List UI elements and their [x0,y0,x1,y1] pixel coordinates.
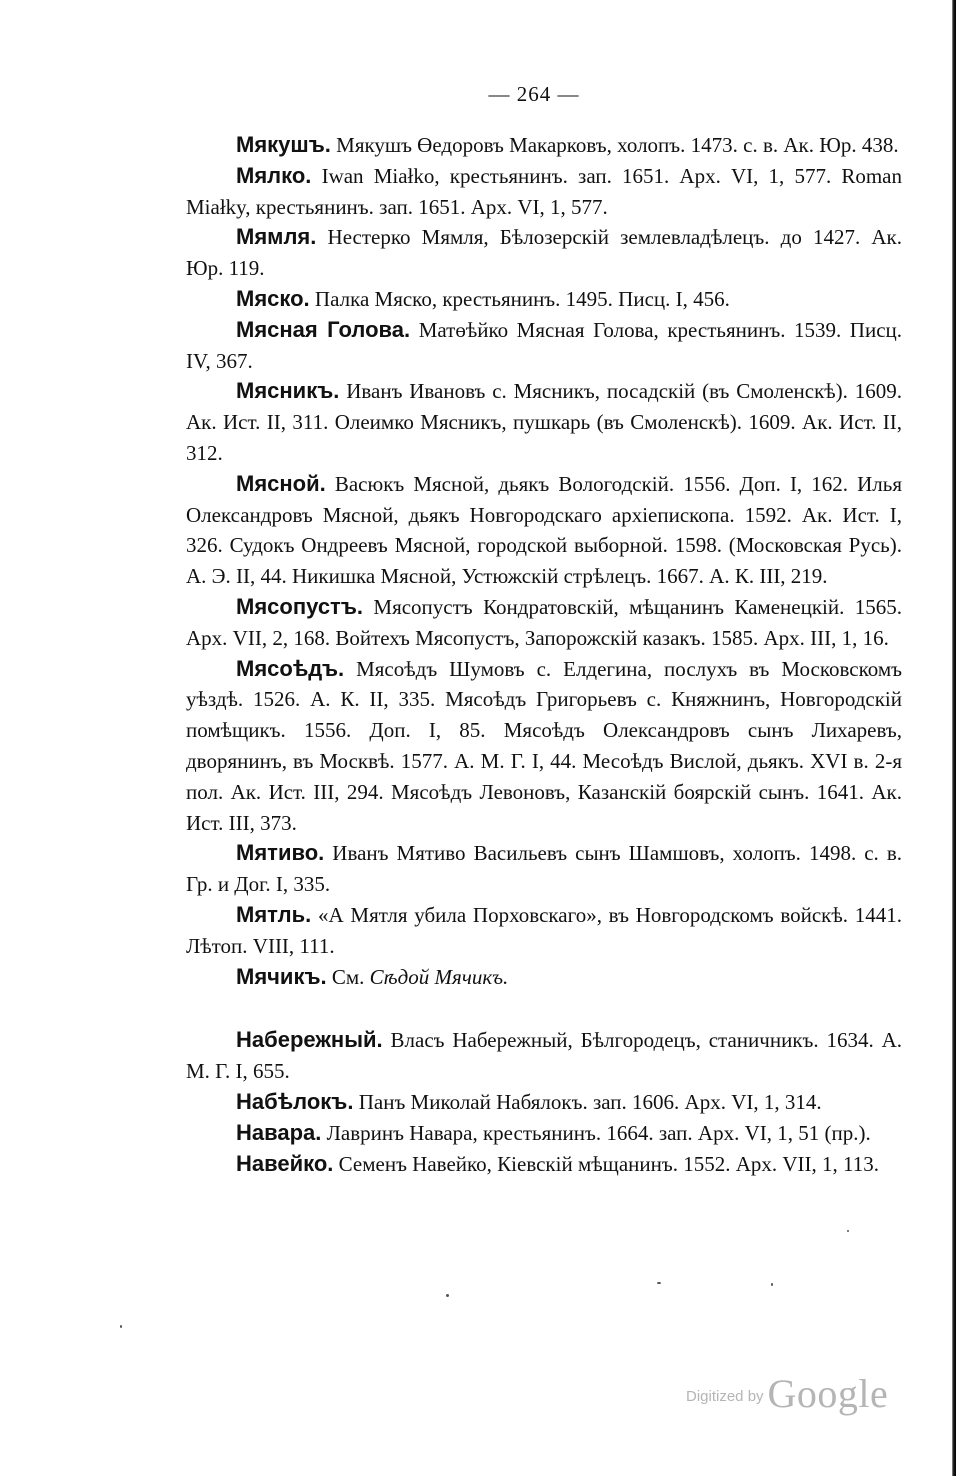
dictionary-entry [186,1025,902,1087]
entry-headword: Мялко. [236,162,312,188]
scan-speck [657,1282,661,1284]
scan-speck [847,1230,849,1232]
entry-headword: Мясникъ. [236,378,340,404]
dictionary-entry [186,1149,902,1180]
entry-headword: Мясная Голова. [236,316,411,342]
entry-text: Мякушъ Өедоровъ Макарковъ, холопъ. 1473. с. в. Ак. Юр. 438. [336,133,899,157]
dictionary-entry [186,130,902,161]
entry-headword: Мясопустъ. [236,593,363,619]
entry-headword: Мячикъ. [236,963,327,989]
dictionary-entry [186,469,902,592]
dictionary-entries [186,130,902,1179]
entry-text: Васюкъ Мясной, дьякъ Вологодскій. 1556. Доп. I, 162. Илья Олександровъ Мясной, дьякъ Новгородскаго архіепископа. 1592. Ак. Ист. I, 326. Судокъ Ондреевъ Мясной, городской выборной. 1598. (Московская Русь). А. Э. II, 44. Никишка Мясной, Устюжскій стрѣлецъ. 1667. А. К. III, 219. [186,471,902,589]
entry-text: Власъ Набережный, Бѣлгородецъ, станичникъ. 1634. А. М. Г. I, 655. [186,1028,902,1084]
entry-text: Панъ Миколай Набялокъ. зап. 1606. Арх. VI, 1, 314. [358,1089,822,1114]
entry-headword: Набережный. [236,1027,383,1053]
page-edge-rule [952,0,956,1476]
dictionary-entry [186,654,902,839]
dictionary-entry [186,376,902,468]
dictionary-entry [186,1118,902,1149]
entry-headword: Мясной. [236,470,326,496]
scan-speck [446,1294,449,1297]
entry-text: Палка Мяско, крестьянинъ. 1495. Писц. I, 456. [314,286,730,311]
entry-cross-reference: Сѣдой Мячикъ. [369,964,509,989]
entry-headword: Навейко. [236,1150,334,1176]
entry-text: Семенъ Навейко, Кіевскій мѣщанинъ. 1552. Арх. VII, 1, 113. [338,1151,880,1176]
entry-headword: Мяско. [236,285,310,311]
entry-headword: Мятль. [236,901,312,927]
dictionary-entry [186,962,902,993]
entry-text: Нестерко Мямля, Бѣлозерскій землевладѣлецъ. до 1427. Ак. Юр. 119. [186,225,903,281]
page-number: — 264 — [488,82,580,106]
dictionary-entry [186,1087,902,1118]
entry-text: Мясопустъ Кондратовскій, мѣщанинъ Каменецкій. 1565. Арх. VII, 2, 168. Войтехъ Мясопустъ, Запорожскій казакъ. 1585. Арх. III, 1, 16. [186,594,903,650]
entry-headword: Мятиво. [236,840,325,866]
entry-headword: Мясоѣдъ. [236,655,345,681]
watermark-logo: Google [767,1371,889,1416]
dictionary-entry [186,592,902,654]
entry-text: «А Мятля убила Порховскаго», въ Новгородскомъ войскѣ. 1441. Лѣтоп. VIII, 111. [186,902,903,958]
watermark-prefix: Digitized by [686,1388,764,1405]
dictionary-entry [186,315,902,377]
entry-headword: Мямля. [236,224,317,250]
entry-text: См. [331,964,365,989]
page-header [0,82,972,107]
dictionary-entry [186,900,902,962]
entry-text: Иванъ Мятиво Васильевъ сынъ Шамшовъ, холопъ. 1498. с. в. Гр. и Дог. I, 335. [186,841,902,897]
scan-speck [771,1283,773,1286]
entry-headword: Навара. [236,1119,322,1145]
entry-headword: Мякушъ. [236,132,331,157]
entry-headword: Набѣлокъ. [236,1088,354,1114]
dictionary-entry [186,222,902,284]
dictionary-entry [186,838,902,900]
entry-text: Матөѣйко Мясная Голова, крестьянинъ. 1539. Писц. IV, 367. [186,317,903,373]
entry-text: Лавринъ Навара, крестьянинъ. 1664. зап. Арх. VI, 1, 51 (пр.). [326,1120,871,1145]
dictionary-entry [186,161,902,223]
entry-text: Иванъ Ивановъ с. Мясникъ, посадскій (въ Смоленскѣ). 1609. Ак. Ист. II, 311. Олеимко Мясникъ, пушкарь (въ Смоленскѣ). 1609. Ак. Ист. II, 312. [186,379,902,465]
scan-speck [120,1325,122,1328]
entry-text: Мясоѣдъ Шумовъ с. Елдегина, послухъ въ Московскомъ уѣздѣ. 1526. А. К. II, 335. Мясоѣдъ Григорьевъ с. Княжнинъ, Новгородскій помѣщикъ. 1556. Доп. I, 85. Мясоѣдъ Олександровъ сынъ Лихаревъ, дворянинъ, въ Москвѣ. 1577. А. М. Г. I, 44. Месоѣдъ Вислой, дьякъ. XVI в. 2-я пол. Ак. Ист. III, 294. Мясоѣдъ Левоновъ, Казанскій боярскій сынъ. 1641. Ак. Ист. III, 373. [186,656,902,835]
digitized-by-watermark [686,1370,888,1417]
dictionary-entry [186,284,902,315]
entry-text: Iwan Miałko, крестьянинъ. зап. 1651. Арх. VI, 1, 577. Roman Miałky, крестьянинъ. зап. 1651. Арх. VI, 1, 577. [186,163,903,219]
